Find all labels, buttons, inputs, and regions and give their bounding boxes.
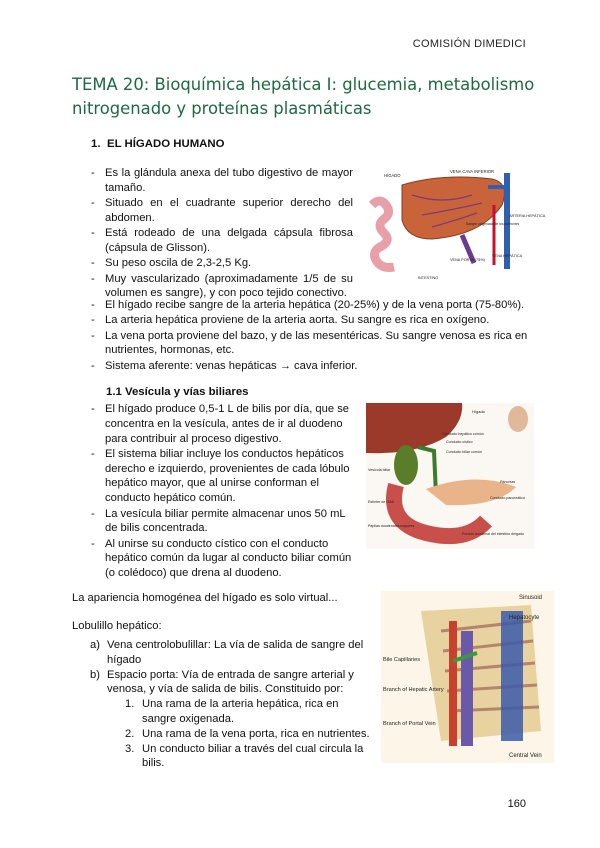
section-title: EL HÍGADO HUMANO [107,138,225,150]
fig3-label-portal: Branch of Portal Vein [383,721,436,727]
liver-facts-list [91,166,353,302]
list-item: - El hígado produce 0,5-1 L de bilis por día, que se concentra en la vesícula, antes de ir al duodeno para contribuir al proceso digestivo. [91,402,353,446]
biliary-figure [366,403,534,549]
fig2-label-pancreas: Páncreas [500,480,516,484]
fig2-label-oddi: Esfínter de Oddi [368,500,394,504]
paragraph-homogeneous: La apariencia homogénea del hígado es solo virtual... [72,592,338,604]
fig1-label-cava: VENA CAVA INFERIOR [450,169,495,174]
torso-icon [508,406,528,432]
fig1-label-intestino: INTESTINO [418,276,439,280]
list-label: 1. [125,698,135,711]
fig1-label-porta: VENA PORTA (75%) [450,258,485,262]
list-item: - Su peso oscila de 2,3-2,5 Kg. [91,256,353,271]
fig1-label-higado: HÍGADO [384,173,401,178]
list-text: Espacio porta: Vía de entrada de sangre arterial y venosa, y vía de salida de bilis. Constituido por: [107,668,354,696]
list-label: b) [90,668,100,681]
fig1-label-vena: VENA HEPÁTICA [492,254,523,258]
lobule-figure [381,591,554,763]
running-header: COMISIÓN DIMEDICI [412,38,526,50]
fig3-label-sinusoid: Sinusoid [519,595,543,601]
fig2-label-pancreatico: Conducto pancreático [490,496,525,500]
hepatic-artery-shape [449,621,457,746]
porta-list [107,697,370,771]
section-heading-1 [91,138,225,150]
fig2-label-papilas: Papilas duodenales mayores [368,524,415,528]
list-item: - La vena porta proviene del bazo, y de las mesentéricas. Su sangre venosa es rica en nutrientes, hormonas, etc. [91,329,541,359]
list-label: 3. [125,742,135,755]
bile-list [91,402,353,582]
list-item: - Muy vascularizado (aproximadamente 1/5 de su volumen es sangre), y con poco tejido conectivo. [91,272,353,302]
list-item [90,668,370,772]
lobulillo-list [90,638,370,771]
list-item: - Situado en el cuadrante superior derecho del abdomen. [91,196,353,226]
gallbladder-shape [394,445,418,485]
list-item: - La arteria hepática proviene de la arteria aorta. Su sangre es rica en oxígeno. [91,313,541,328]
fig1-label-arteria: ARTERIA HEPÁTICA [509,214,546,218]
list-text: Una rama de la vena porta, rica en nutrientes. [142,727,370,740]
list-item [107,742,370,772]
list-item: - Al unirse su conducto cístico con el conducto hepático común da lugar al conducto biliar común (o colédoco) que drena al duodeno. [91,537,353,581]
portal-vein-shape [461,631,473,746]
list-text: Vena centrolobulillar: La vía de salida de sangre del hígado [107,639,364,666]
list-item: - El sistema biliar incluye los conductos hepáticos derecho e izquierdo, provenientes de cada lóbulo hepático mayor, que al unirse conforman el conducto hepático común. [91,447,353,506]
list-item: - La vesícula biliar permite almacenar unos 50 mL de bilis concentrada. [91,507,353,537]
fig2-label-porcion: Porción duodenal del intestino delgado [462,532,524,536]
list-item: - Es la glándula anexa del tubo digestivo de mayor tamaño. [91,166,353,196]
fig2-label-vesicula: Vesícula biliar [368,468,391,472]
list-item [107,697,370,727]
section-number: 1. [91,138,101,150]
intestine-shape [372,201,394,268]
fig3-label-bile: Bile Capillaries [383,657,420,663]
list-item: - Está rodeado de una delgada cápsula fibrosa (cápsula de Glisson). [91,226,353,256]
fig2-label-cistico: Conducto cístico [446,440,473,444]
liver-vascular-figure [362,165,546,287]
page-number: 160 [507,798,526,810]
subsection-heading: 1.1 Vesícula y vías biliares [106,386,249,398]
liver-blood-list [91,298,541,374]
list-label: a) [90,639,100,651]
central-vein-shape [501,611,523,741]
list-text: Un conducto biliar a través del cual circula la bilis. [142,742,364,770]
list-text: Una rama de la arteria hepática, rica en sangre oxigenada. [142,698,339,725]
list-item [90,638,370,668]
fig1-label-sangre: Sangre oxigenada de los pulmones [466,222,520,226]
fig2-label-hepatico: Conducto hepático común [442,432,484,436]
list-item [107,727,370,742]
fig3-label-central: Central Vein [509,753,542,759]
fig2-label-biliar: Conducto biliar común [446,450,482,454]
fig3-label-artery: Branch of Hepatic Artery [383,687,444,693]
page-title: TEMA 20: Bioquímica hepática I: glucemia, metabolismo nitrogenado y proteínas plasmáticas [72,75,535,118]
list-item: - Sistema aferente: venas hepáticas → cava inferior. [91,359,541,374]
paragraph-lobulillo: Lobulillo hepático: [72,620,162,632]
list-label: 2. [125,727,135,740]
fig3-label-hepatocyte: Hepatocyte [509,615,540,621]
list-item: - El hígado recibe sangre de la arteria hepática (20-25%) y de la vena porta (75-80%). [91,298,541,313]
fig2-label-higado: Hígado [472,409,485,414]
